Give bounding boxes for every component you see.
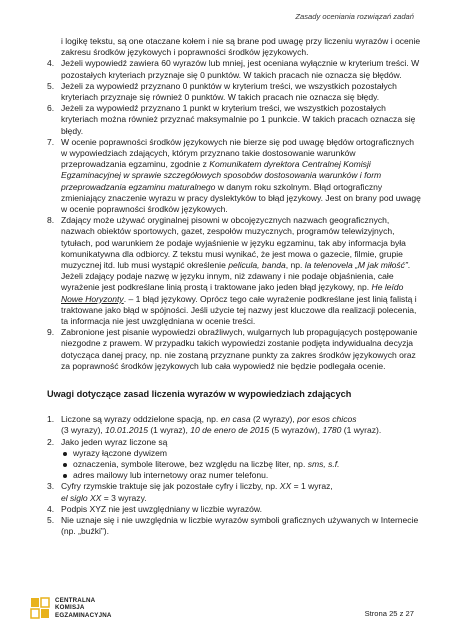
- item-text: Jeżeli wypowiedź zawiera 60 wyrazów lub mniej, jest oceniana wyłącznie w kryterium treści. W pozostałych kryteriach przyznaje się 0 punktów. W takich pracach nie oznacza się błędów.: [61, 58, 420, 80]
- rule-item: [47, 414, 421, 436]
- rule-text: Nie uznaje się i nie uwzględnia w liczbie wyrazów symboli graficznych używanych w Internecie (np. „buźki”).: [61, 514, 419, 537]
- item-number: 9.: [47, 327, 55, 338]
- item-text: Jeżeli za wypowiedź przyznano 1 punkt w kryterium treści, we wszystkich pozostałych kryteriach można również przyznać maksymalnie po 1 punkcie. W takich pracach oznacza się błędy.: [61, 103, 416, 136]
- rule-item: [47, 481, 421, 503]
- rule-text: Cyfry rzymskie traktuje się jak pozostałe cyfry i liczby, np. XX = 1 wyraz, el siglo XX = 3 wyrazy.: [61, 481, 333, 503]
- item-number: 4.: [47, 58, 55, 69]
- list-item: [47, 137, 421, 215]
- list-item: [47, 215, 421, 327]
- bullet-item: adres mailowy lub internetowy oraz numer telefonu.: [61, 470, 421, 481]
- item-number: 5.: [47, 514, 55, 525]
- rule-text: Liczone są wyrazy oddzielone spacją, np. en casa (2 wyrazy), por esos chicos (3 wyrazy), 10.01.2015 (1 wyraz), 10 de enero de 2015 (5 wyrazów), 1780 (1 wyraz).: [61, 414, 382, 436]
- item-number: 5.: [47, 80, 55, 91]
- item-number: 3.: [47, 481, 55, 492]
- item-number: 7.: [47, 136, 55, 147]
- list-item: [47, 327, 421, 372]
- item-text-continued: Jeżeli zdający podaje nazwę w języku innym, niż zdawany i nie podaje objaśnienia, całe wyrażenie jest podkreślane linią prostą i traktowane jako jeden błąd językowy, np. He leído Nowe Horyzonty. – 1 błąd językowy. Oprócz tego całe wyrażenie podkreślane jest linią falistą i traktowane jako błąd w spójności. Jeśli użycie tej nazwy jest kluczowe dla realizacji polecenia, ta informacja nie jest uwzględniana w ocenie treści.: [61, 271, 417, 327]
- cke-logo-icon: [30, 597, 50, 619]
- rule-item: [47, 437, 421, 482]
- item-text: Jeżeli za wypowiedź przyznano 0 punktów w kryterium treści, we wszystkich pozostałych kryteriach przyznaje się również 0 punktów. W takich pracach nie oznacza się błędy.: [61, 80, 397, 103]
- page-number: Strona 25 z 27: [364, 609, 414, 618]
- item-text: Zabronione jest pisanie wypowiedzi obraźliwych, wulgarnych lub propagujących postępowanie niezgodne z prawem. W przypadku takich wypowiedzi zostanie podjęta indywidualna decyzja dotycząca danej pracy, np. nie zostaną przyznane punkty za zakres środków językowych oraz za poprawność środków językowych lub cała wypowiedź nie będzie podlegała ocenie.: [61, 327, 418, 371]
- document-body: [47, 36, 421, 537]
- item-number: 1.: [47, 414, 55, 425]
- bullet-item: wyrazy łączone dywizem: [61, 448, 421, 459]
- item-number: 4.: [47, 503, 55, 514]
- rule-item: [47, 515, 421, 537]
- item-number: 6.: [47, 103, 55, 114]
- rule-item: [47, 504, 421, 515]
- item-text: W ocenie poprawności środków językowych nie bierze się pod uwagę błędów ortograficznych w wypowiedziach zdających, którym przyznano takie dostosowanie warunków przeprowadzania egzaminu, zgodnie z Komunikatem dyrektora Centralnej Komisji Egzaminacyjnej w sprawie szczegółowych sposobów dostosowania warunków i form przeprowadzania egzaminu maturalnego w danym roku szkolnym. Błąd ortograficzny zmieniający znaczenie wyrazu w pracy dyslektyków to błąd językowy. Jest on brany pod uwagę w ocenie poprawności środków językowych.: [61, 136, 421, 215]
- cke-logo-text: CENTRALNA KOMISJA EGZAMINACYJNA: [55, 597, 112, 619]
- continuation-text: i logikę tekstu, są one otaczane kołem i nie są brane pod uwagę przy liczeniu wyrazów i ocenie zakresu środków językowych i poprawności środków językowych.: [61, 36, 421, 58]
- rule-text: Podpis XYZ nie jest uwzględniany w liczbie wyrazów.: [61, 503, 262, 514]
- continuation-paragraph: [47, 36, 421, 58]
- list-item: [47, 81, 421, 103]
- cke-logo: [30, 597, 112, 619]
- item-number: 2.: [47, 436, 55, 447]
- rule-text: Jako jeden wyraz liczone są: [61, 436, 168, 447]
- item-number: 8.: [47, 215, 55, 226]
- section-title: Uwagi dotyczące zasad liczenia wyrazów w wypowiedziach zdających: [47, 389, 352, 400]
- bullet-list: [61, 448, 421, 482]
- page-header: Zasady oceniania rozwiązań zadań: [295, 12, 414, 21]
- list-item: [47, 58, 421, 80]
- bullet-item: oznaczenia, symbole literowe, bez względu na liczbę liter, np. sms, s.f.: [61, 459, 421, 470]
- list-item: [47, 103, 421, 137]
- item-text: Zdający może używać oryginalnej pisowni w obcojęzycznych nazwach geograficznych, nazwach obiektów sportowych, gazet, zespołów muzycznych, programów telewizyjnych, tytułach, pod warunkiem że podaje wyjaśnienie w języku egzaminu, tak aby informacja była komunikatywna dla odbiorcy. Z tekstu musi wynikać, że jest mowa o gazecie, filmie, grupie muzycznej itd. lub musi wystąpić określenie pelicula, banda, np. la telenovela „M jak miłość”.: [61, 215, 411, 271]
